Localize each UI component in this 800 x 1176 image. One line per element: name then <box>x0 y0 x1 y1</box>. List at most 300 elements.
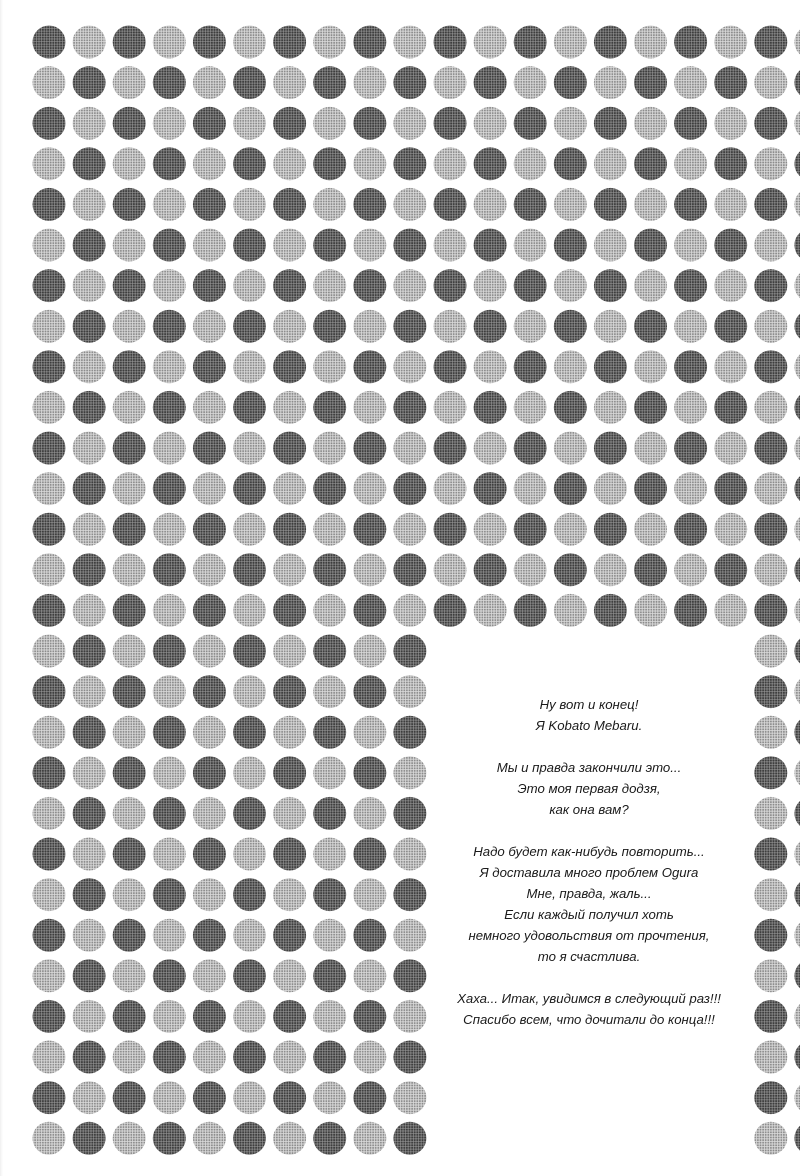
light-dot <box>33 229 66 262</box>
light-dot <box>73 269 106 302</box>
dark-dot <box>714 66 747 99</box>
light-dot <box>393 1081 426 1114</box>
light-dot <box>754 797 787 830</box>
light-dot <box>554 350 587 383</box>
light-dot <box>674 66 707 99</box>
dark-dot <box>313 716 346 749</box>
dark-dot <box>193 594 226 627</box>
dark-dot <box>714 147 747 180</box>
light-dot <box>113 797 146 830</box>
light-dot <box>393 432 426 465</box>
light-dot <box>73 838 106 871</box>
dark-dot <box>674 513 707 546</box>
dark-dot <box>794 310 800 343</box>
light-dot <box>313 188 346 221</box>
dark-dot <box>714 553 747 586</box>
light-dot <box>674 553 707 586</box>
dark-dot <box>33 594 66 627</box>
dark-dot <box>33 26 66 59</box>
light-dot <box>73 107 106 140</box>
light-dot <box>153 107 186 140</box>
light-dot <box>353 635 386 668</box>
light-dot <box>113 716 146 749</box>
light-dot <box>273 635 306 668</box>
light-dot <box>353 1122 386 1155</box>
light-dot <box>233 269 266 302</box>
dark-dot <box>273 919 306 952</box>
light-dot <box>233 350 266 383</box>
dark-dot <box>193 188 226 221</box>
light-dot <box>153 269 186 302</box>
light-dot <box>794 594 800 627</box>
light-dot <box>313 107 346 140</box>
dark-dot <box>233 472 266 505</box>
light-dot <box>153 594 186 627</box>
dark-dot <box>33 269 66 302</box>
dark-dot <box>73 472 106 505</box>
dark-dot <box>434 269 467 302</box>
dark-dot <box>273 1081 306 1114</box>
dark-dot <box>273 26 306 59</box>
light-dot <box>434 391 467 424</box>
light-dot <box>794 756 800 789</box>
dark-dot <box>193 1000 226 1033</box>
light-dot <box>193 1122 226 1155</box>
light-dot <box>634 350 667 383</box>
dark-dot <box>353 269 386 302</box>
dark-dot <box>33 919 66 952</box>
light-dot <box>393 188 426 221</box>
dark-dot <box>153 66 186 99</box>
light-dot <box>434 147 467 180</box>
afterword-line: Мы и правда закончили это... <box>496 760 682 775</box>
light-dot <box>313 1081 346 1114</box>
dark-dot <box>33 1000 66 1033</box>
afterword-text <box>428 694 750 1051</box>
dark-dot <box>313 878 346 911</box>
dark-dot <box>233 716 266 749</box>
dark-dot <box>113 1000 146 1033</box>
light-dot <box>714 107 747 140</box>
light-dot <box>754 147 787 180</box>
light-dot <box>113 229 146 262</box>
dark-dot <box>554 553 587 586</box>
dark-dot <box>634 229 667 262</box>
dark-dot <box>113 269 146 302</box>
dark-dot <box>153 635 186 668</box>
light-dot <box>273 878 306 911</box>
dark-dot <box>754 919 787 952</box>
dark-dot <box>794 66 800 99</box>
dark-dot <box>313 635 346 668</box>
afterword-line: Надо будет как-нибудь повторить... <box>473 844 705 859</box>
light-dot <box>73 919 106 952</box>
light-dot <box>353 66 386 99</box>
dark-dot <box>754 432 787 465</box>
light-dot <box>794 188 800 221</box>
dark-dot <box>313 1122 346 1155</box>
dark-dot <box>474 310 507 343</box>
light-dot <box>193 229 226 262</box>
light-dot <box>353 229 386 262</box>
afterword-line: Это моя первая додзя, <box>517 781 661 796</box>
dark-dot <box>193 838 226 871</box>
dark-dot <box>674 350 707 383</box>
dark-dot <box>273 756 306 789</box>
dark-dot <box>313 959 346 992</box>
light-dot <box>313 269 346 302</box>
light-dot <box>33 472 66 505</box>
light-dot <box>514 229 547 262</box>
light-dot <box>674 391 707 424</box>
dark-dot <box>33 1081 66 1114</box>
light-dot <box>73 1000 106 1033</box>
dark-dot <box>393 797 426 830</box>
light-dot <box>113 1122 146 1155</box>
dark-dot <box>153 716 186 749</box>
light-dot <box>313 594 346 627</box>
dark-dot <box>73 635 106 668</box>
dark-dot <box>714 310 747 343</box>
dark-dot <box>233 1041 266 1074</box>
light-dot <box>113 472 146 505</box>
light-dot <box>594 229 627 262</box>
dark-dot <box>754 756 787 789</box>
light-dot <box>353 797 386 830</box>
light-dot <box>794 107 800 140</box>
dark-dot <box>233 959 266 992</box>
light-dot <box>434 472 467 505</box>
dark-dot <box>273 838 306 871</box>
dark-dot <box>353 513 386 546</box>
dark-dot <box>393 553 426 586</box>
dark-dot <box>273 350 306 383</box>
light-dot <box>233 756 266 789</box>
light-dot <box>313 756 346 789</box>
dark-dot <box>594 513 627 546</box>
afterword-box <box>428 632 750 1163</box>
light-dot <box>474 269 507 302</box>
light-dot <box>794 350 800 383</box>
dark-dot <box>474 391 507 424</box>
afterword-line: то я счастлива. <box>537 949 641 964</box>
light-dot <box>594 66 627 99</box>
dark-dot <box>794 229 800 262</box>
dark-dot <box>634 147 667 180</box>
dark-dot <box>514 188 547 221</box>
light-dot <box>273 472 306 505</box>
light-dot <box>33 959 66 992</box>
dark-dot <box>754 26 787 59</box>
light-dot <box>634 594 667 627</box>
dark-dot <box>714 229 747 262</box>
dark-dot <box>514 594 547 627</box>
dark-dot <box>233 635 266 668</box>
light-dot <box>193 66 226 99</box>
dark-dot <box>794 1041 800 1074</box>
dark-dot <box>554 66 587 99</box>
dark-dot <box>193 269 226 302</box>
light-dot <box>193 553 226 586</box>
dark-dot <box>73 1041 106 1074</box>
light-dot <box>554 594 587 627</box>
light-dot <box>33 1122 66 1155</box>
light-dot <box>193 310 226 343</box>
dark-dot <box>113 594 146 627</box>
light-dot <box>33 310 66 343</box>
dark-dot <box>754 188 787 221</box>
dark-dot <box>754 594 787 627</box>
dark-dot <box>273 432 306 465</box>
light-dot <box>273 391 306 424</box>
dark-dot <box>474 66 507 99</box>
light-dot <box>233 594 266 627</box>
dark-dot <box>153 310 186 343</box>
dark-dot <box>33 838 66 871</box>
dark-dot <box>233 229 266 262</box>
light-dot <box>514 147 547 180</box>
dark-dot <box>313 66 346 99</box>
light-dot <box>674 147 707 180</box>
dark-dot <box>794 716 800 749</box>
light-dot <box>153 188 186 221</box>
dark-dot <box>674 107 707 140</box>
dark-dot <box>153 553 186 586</box>
light-dot <box>153 919 186 952</box>
light-dot <box>594 472 627 505</box>
dark-dot <box>33 513 66 546</box>
light-dot <box>113 66 146 99</box>
light-dot <box>73 675 106 708</box>
dark-dot <box>754 350 787 383</box>
dark-dot <box>353 350 386 383</box>
light-dot <box>393 594 426 627</box>
dark-dot <box>393 66 426 99</box>
dark-dot <box>634 472 667 505</box>
dark-dot <box>514 350 547 383</box>
dark-dot <box>233 797 266 830</box>
light-dot <box>554 432 587 465</box>
dark-dot <box>474 472 507 505</box>
dark-dot <box>113 756 146 789</box>
light-dot <box>193 797 226 830</box>
dark-dot <box>794 553 800 586</box>
dark-dot <box>714 391 747 424</box>
dark-dot <box>113 675 146 708</box>
light-dot <box>193 635 226 668</box>
light-dot <box>353 959 386 992</box>
dark-dot <box>273 594 306 627</box>
dark-dot <box>33 432 66 465</box>
light-dot <box>554 188 587 221</box>
dark-dot <box>674 594 707 627</box>
light-dot <box>153 26 186 59</box>
dark-dot <box>153 391 186 424</box>
dark-dot <box>353 26 386 59</box>
light-dot <box>273 1041 306 1074</box>
light-dot <box>113 878 146 911</box>
dark-dot <box>313 472 346 505</box>
dark-dot <box>73 553 106 586</box>
light-dot <box>313 1000 346 1033</box>
dark-dot <box>353 919 386 952</box>
dark-dot <box>313 147 346 180</box>
dark-dot <box>33 188 66 221</box>
dark-dot <box>233 553 266 586</box>
dark-dot <box>514 269 547 302</box>
dark-dot <box>594 350 627 383</box>
light-dot <box>554 107 587 140</box>
light-dot <box>393 350 426 383</box>
dark-dot <box>754 107 787 140</box>
dark-dot <box>313 1041 346 1074</box>
dark-dot <box>233 391 266 424</box>
light-dot <box>353 310 386 343</box>
afterword-line: немного удовольствия от прочтения, <box>468 928 710 943</box>
light-dot <box>754 66 787 99</box>
dark-dot <box>514 107 547 140</box>
dark-dot <box>73 959 106 992</box>
light-dot <box>33 66 66 99</box>
afterword-paragraph-1 <box>428 694 750 736</box>
light-dot <box>754 716 787 749</box>
dark-dot <box>554 310 587 343</box>
light-dot <box>153 1000 186 1033</box>
light-dot <box>273 553 306 586</box>
light-dot <box>233 1000 266 1033</box>
dark-dot <box>113 188 146 221</box>
light-dot <box>554 513 587 546</box>
dark-dot <box>193 26 226 59</box>
light-dot <box>794 1000 800 1033</box>
dark-dot <box>393 229 426 262</box>
afterword-line: Хаха... Итак, увидимся в следующий раз!!! <box>457 991 721 1006</box>
light-dot <box>474 107 507 140</box>
light-dot <box>153 838 186 871</box>
light-dot <box>233 432 266 465</box>
light-dot <box>193 391 226 424</box>
dark-dot <box>153 797 186 830</box>
dark-dot <box>193 756 226 789</box>
afterword-paragraph-4 <box>428 988 750 1030</box>
light-dot <box>313 26 346 59</box>
light-dot <box>754 310 787 343</box>
dark-dot <box>514 513 547 546</box>
dark-dot <box>434 350 467 383</box>
dark-dot <box>434 513 467 546</box>
light-dot <box>714 26 747 59</box>
light-dot <box>594 553 627 586</box>
dark-dot <box>634 310 667 343</box>
light-dot <box>794 675 800 708</box>
dark-dot <box>514 432 547 465</box>
dark-dot <box>393 716 426 749</box>
dark-dot <box>794 959 800 992</box>
afterword-line: Мне, правда, жаль... <box>526 886 652 901</box>
light-dot <box>594 391 627 424</box>
dark-dot <box>113 26 146 59</box>
dark-dot <box>153 1122 186 1155</box>
dark-dot <box>73 310 106 343</box>
dark-dot <box>393 391 426 424</box>
dark-dot <box>674 269 707 302</box>
dark-dot <box>474 229 507 262</box>
light-dot <box>113 959 146 992</box>
light-dot <box>554 26 587 59</box>
dark-dot <box>434 594 467 627</box>
dark-dot <box>393 310 426 343</box>
light-dot <box>113 1041 146 1074</box>
dark-dot <box>554 147 587 180</box>
light-dot <box>273 229 306 262</box>
light-dot <box>153 350 186 383</box>
afterword-line: Я Kobato Mebaru. <box>535 718 643 733</box>
dark-dot <box>353 1000 386 1033</box>
dark-dot <box>313 310 346 343</box>
light-dot <box>153 1081 186 1114</box>
light-dot <box>353 878 386 911</box>
dark-dot <box>794 1122 800 1155</box>
afterword-line: как она вам? <box>549 802 629 817</box>
light-dot <box>634 513 667 546</box>
dark-dot <box>353 107 386 140</box>
light-dot <box>393 675 426 708</box>
light-dot <box>73 188 106 221</box>
light-dot <box>714 594 747 627</box>
light-dot <box>634 107 667 140</box>
light-dot <box>754 472 787 505</box>
light-dot <box>193 716 226 749</box>
light-dot <box>193 959 226 992</box>
dark-dot <box>313 797 346 830</box>
light-dot <box>674 310 707 343</box>
dark-dot <box>313 229 346 262</box>
dark-dot <box>674 432 707 465</box>
light-dot <box>393 26 426 59</box>
dark-dot <box>754 838 787 871</box>
light-dot <box>313 432 346 465</box>
light-dot <box>193 1041 226 1074</box>
light-dot <box>233 675 266 708</box>
dark-dot <box>73 797 106 830</box>
light-dot <box>594 147 627 180</box>
light-dot <box>434 229 467 262</box>
light-dot <box>714 269 747 302</box>
light-dot <box>393 838 426 871</box>
light-dot <box>33 147 66 180</box>
dark-dot <box>794 147 800 180</box>
light-dot <box>634 432 667 465</box>
light-dot <box>754 959 787 992</box>
light-dot <box>434 553 467 586</box>
dark-dot <box>634 66 667 99</box>
light-dot <box>313 919 346 952</box>
light-dot <box>434 66 467 99</box>
light-dot <box>794 919 800 952</box>
dark-dot <box>153 472 186 505</box>
dark-dot <box>674 26 707 59</box>
light-dot <box>474 26 507 59</box>
dark-dot <box>594 432 627 465</box>
light-dot <box>353 716 386 749</box>
light-dot <box>233 26 266 59</box>
light-dot <box>754 391 787 424</box>
light-dot <box>794 1081 800 1114</box>
dark-dot <box>634 391 667 424</box>
afterword-line: Я доставила много проблем Ogura <box>479 865 699 880</box>
dark-dot <box>393 1041 426 1074</box>
dark-dot <box>594 269 627 302</box>
